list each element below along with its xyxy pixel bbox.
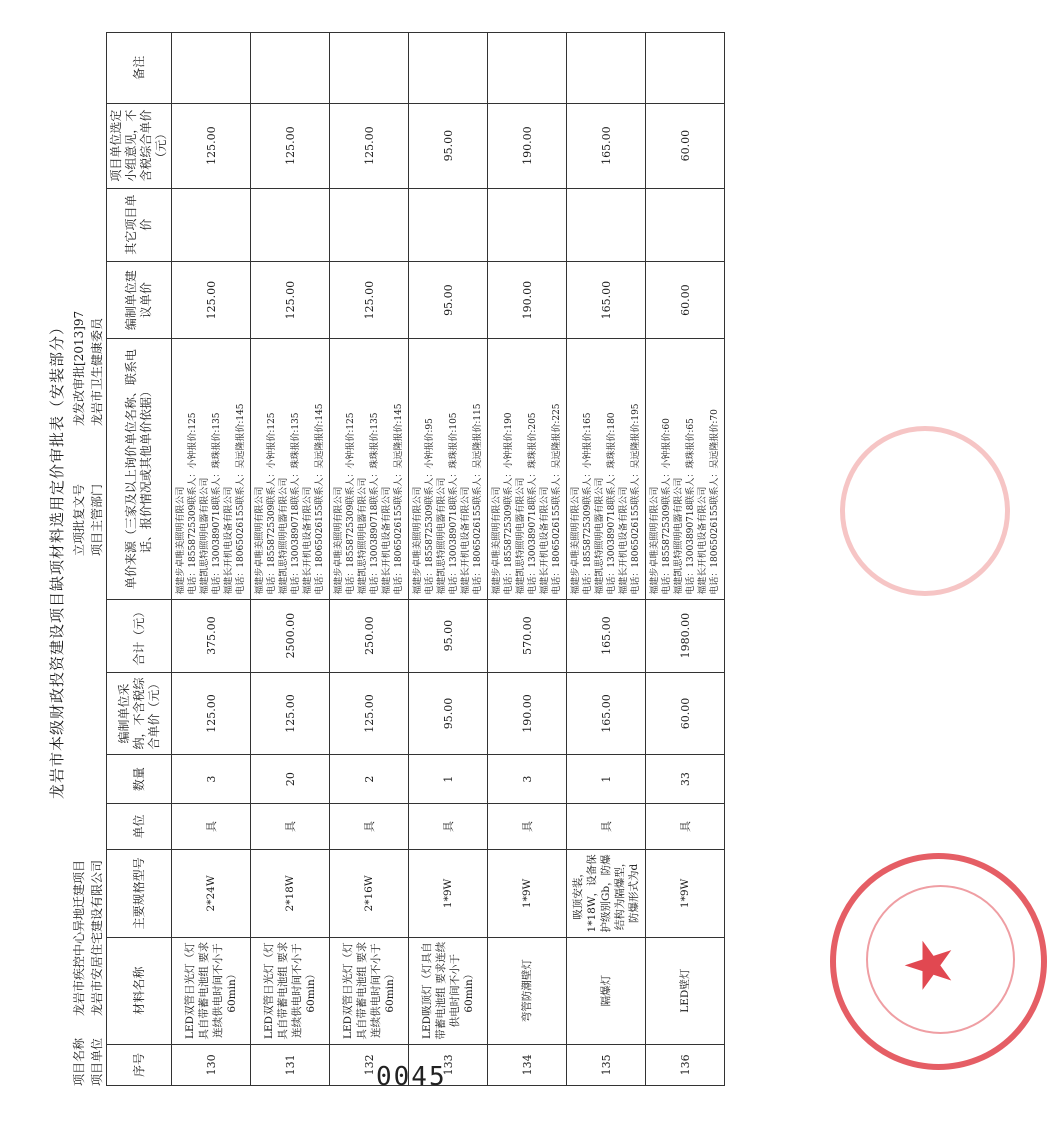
cell-total: 570.00	[488, 599, 567, 672]
cell-price: 165.00	[567, 672, 646, 755]
cell-recommend: 125.00	[330, 103, 409, 188]
source-line: 福建凯思特照明电器有限公司	[595, 477, 605, 595]
cell-recommend: 190.00	[488, 103, 567, 188]
cell-seq: 136	[646, 1044, 725, 1085]
source-line: 电话：18065026155联系人：吴远隆报价:145	[315, 403, 325, 595]
cell-price: 125.00	[330, 672, 409, 755]
cell-qty: 2	[330, 755, 409, 804]
header-total: 合计（元）	[107, 599, 172, 672]
cell-other-price	[646, 188, 725, 261]
source-line: 福建步卓唯美照明有限公司	[650, 486, 660, 595]
company-seal	[830, 853, 1047, 1070]
cell-spec: 吸顶安装，1*18W，设备保护级别Gb，防爆结构为隔爆型，防爆形式为d	[567, 850, 646, 938]
cell-seq: 130	[172, 1044, 251, 1085]
source-line: 电话：18558725309联系人：小钟报价:125	[267, 412, 277, 595]
cell-source	[567, 339, 646, 599]
table-row	[409, 33, 488, 1086]
cell-source	[646, 339, 725, 599]
cell-material: LED吸顶灯（灯具自带蓄电池组 要求连续供电时间不小于60min）	[409, 937, 488, 1044]
cell-seq: 134	[488, 1044, 567, 1085]
source-line: 电话：13003890718联系人：珠珠报价:205	[528, 412, 538, 595]
cell-budget-price: 95.00	[409, 261, 488, 339]
cell-spec: 1*9W	[488, 850, 567, 938]
cell-price: 190.00	[488, 672, 567, 755]
cell-qty: 20	[251, 755, 330, 804]
cell-spec: 1*9W	[409, 850, 488, 938]
cell-budget-price: 165.00	[567, 261, 646, 339]
source-line: 福建步卓唯美照明有限公司	[492, 486, 502, 595]
approval-no: 龙发改审批[2013]97	[72, 310, 86, 426]
cell-budget-price: 60.00	[646, 261, 725, 339]
source-line: 电话：18065026155联系人：吴远隆报价:225	[552, 403, 562, 595]
cell-price: 125.00	[172, 672, 251, 755]
source-line: 电话：13003890718联系人：珠珠报价:135	[370, 412, 380, 595]
source-line: 电话：18558725309联系人：小钟报价:60	[662, 418, 672, 595]
cell-unit: 具	[409, 803, 488, 849]
cell-note	[567, 33, 646, 104]
table-row	[567, 33, 646, 1086]
form-title: 龙岩市本级财政投资建设项目缺项材料选用定价审批表（安装部分）	[48, 319, 66, 800]
cell-source	[330, 339, 409, 599]
header-spec: 主要规格型号	[107, 850, 172, 938]
cell-material: 弯管防潮壁灯	[488, 937, 567, 1044]
source-line: 电话：13003890718联系人：珠珠报价:180	[607, 412, 617, 595]
header-qty: 数量	[107, 755, 172, 804]
cell-unit: 具	[488, 803, 567, 849]
cell-budget-price: 125.00	[330, 261, 409, 339]
cell-total: 1980.00	[646, 599, 725, 672]
cell-source	[409, 339, 488, 599]
cell-note	[172, 33, 251, 104]
cell-note	[488, 33, 567, 104]
source-line: 电话：13003890718联系人：珠珠报价:135	[212, 412, 222, 595]
source-line: 福建步卓唯美照明有限公司	[255, 486, 265, 595]
cell-unit: 具	[251, 803, 330, 849]
project-unit: 龙岩市安居住宅建设有限公司	[90, 859, 104, 1016]
cell-total: 250.00	[330, 599, 409, 672]
materials-table	[106, 32, 725, 1086]
cell-other-price	[330, 188, 409, 261]
cell-other-price	[567, 188, 646, 261]
cell-qty: 3	[488, 755, 567, 804]
cell-qty: 3	[172, 755, 251, 804]
source-line: 电话：13003890718联系人：珠珠报价:105	[449, 412, 459, 595]
source-line: 福建凯思特照明电器有限公司	[674, 477, 684, 595]
cell-spec: 2*24W	[172, 850, 251, 938]
source-line: 福建长开机电设备有限公司	[540, 486, 550, 595]
dept: 龙岩市卫生健康委员	[90, 317, 104, 426]
table-row	[251, 33, 330, 1086]
cell-price: 60.00	[646, 672, 725, 755]
header-price: 编制单位采纳，不含税综合单价（元）	[107, 672, 172, 755]
source-line: 电话：18065026155联系人：吴远隆报价:70	[710, 409, 720, 595]
header-seq: 序号	[107, 1044, 172, 1085]
cell-material: LED壁灯	[646, 937, 725, 1044]
source-line: 福建凯思特照明电器有限公司	[200, 477, 210, 595]
cell-seq: 131	[251, 1044, 330, 1085]
cell-material: LED双管日光灯（灯具自带蓄电池组 要求连续供电时间不小于60min）	[251, 937, 330, 1044]
table-row	[488, 33, 567, 1086]
table-row	[646, 33, 725, 1086]
source-line: 福建长开机电设备有限公司	[461, 486, 471, 595]
source-line: 福建长开机电设备有限公司	[303, 486, 313, 595]
source-line: 电话：18065026155联系人：吴远隆报价:115	[473, 403, 483, 595]
cell-other-price	[251, 188, 330, 261]
header-recommend: 项目单位选定小组意见，不含税综合单价（元）	[107, 103, 172, 188]
cell-budget-price: 125.00	[172, 261, 251, 339]
cell-budget-price: 190.00	[488, 261, 567, 339]
cell-unit: 具	[330, 803, 409, 849]
source-line: 福建长开机电设备有限公司	[382, 486, 392, 595]
cell-price: 95.00	[409, 672, 488, 755]
cell-spec: 1*9W	[646, 850, 725, 938]
header-unit: 单位	[107, 803, 172, 849]
cell-other-price	[409, 188, 488, 261]
table-header-row	[107, 33, 172, 1086]
cell-total: 165.00	[567, 599, 646, 672]
cell-unit: 具	[567, 803, 646, 849]
source-line: 电话：18558725309联系人：小钟报价:125	[346, 412, 356, 595]
cell-qty: 1	[567, 755, 646, 804]
cell-price: 125.00	[251, 672, 330, 755]
cell-seq: 135	[567, 1044, 646, 1085]
source-line: 电话：18065026155联系人：吴远隆报价:145	[394, 403, 404, 595]
source-line: 福建凯思特照明电器有限公司	[358, 477, 368, 595]
cell-recommend: 60.00	[646, 103, 725, 188]
cell-source	[251, 339, 330, 599]
cell-spec: 2*18W	[251, 850, 330, 938]
header-budget-price: 编制单位建议单价	[107, 261, 172, 339]
source-line: 电话：18065026155联系人：吴远隆报价:145	[236, 403, 246, 595]
source-line: 福建长开机电设备有限公司	[619, 486, 629, 595]
source-line: 福建步卓唯美照明有限公司	[176, 486, 186, 595]
source-line: 电话：13003890718联系人：珠珠报价:65	[686, 418, 696, 595]
source-line: 福建凯思特照明电器有限公司	[437, 477, 447, 595]
cell-budget-price: 125.00	[251, 261, 330, 339]
project-unit-label: 项目单位	[90, 1037, 104, 1086]
dept-label: 项目主管部门	[90, 483, 104, 556]
project-name: 龙岩市疾控中心异地迁建项目	[72, 859, 86, 1016]
source-line: 福建凯思特照明电器有限公司	[279, 477, 289, 595]
source-line: 电话：18558725309联系人：小钟报价:190	[504, 412, 514, 595]
cell-unit: 具	[646, 803, 725, 849]
seal-star-icon: ★	[893, 936, 967, 994]
cell-recommend: 95.00	[409, 103, 488, 188]
cell-total: 95.00	[409, 599, 488, 672]
cell-material: 隔爆灯	[567, 937, 646, 1044]
cell-spec: 2*16W	[330, 850, 409, 938]
project-name-label: 项目名称	[72, 1037, 86, 1086]
cell-material: LED双管日光灯（灯具自带蓄电池组 要求连续供电时间不小于60min）	[330, 937, 409, 1044]
cell-note	[251, 33, 330, 104]
cell-recommend: 125.00	[172, 103, 251, 188]
source-line: 福建长开机电设备有限公司	[224, 486, 234, 595]
cell-source	[172, 339, 251, 599]
header-source: 单价来源（三家及以上询价单位名称、联系电话、报价情况或其他单价依据）	[107, 339, 172, 599]
cell-recommend: 125.00	[251, 103, 330, 188]
faint-seal	[840, 426, 1010, 596]
cell-total: 2500.00	[251, 599, 330, 672]
cell-other-price	[488, 188, 567, 261]
cell-note	[646, 33, 725, 104]
header-note: 备注	[107, 33, 172, 104]
cell-source	[488, 339, 567, 599]
cell-total: 375.00	[172, 599, 251, 672]
approval-form	[40, 32, 967, 1086]
cell-recommend: 165.00	[567, 103, 646, 188]
source-line: 电话：13003890718联系人：珠珠报价:135	[291, 412, 301, 595]
cell-material: LED双管日光灯（灯具自带蓄电池组 要求连续供电时间不小于60min）	[172, 937, 251, 1044]
page-number: 0045	[376, 1062, 447, 1092]
source-line: 福建步卓唯美照明有限公司	[571, 486, 581, 595]
table-row	[330, 33, 409, 1086]
header-other-price: 其它项目单价	[107, 188, 172, 261]
cell-qty: 33	[646, 755, 725, 804]
source-line: 福建长开机电设备有限公司	[698, 486, 708, 595]
cell-note	[330, 33, 409, 104]
source-line: 福建凯思特照明电器有限公司	[516, 477, 526, 595]
table-row	[172, 33, 251, 1086]
source-line: 福建步卓唯美照明有限公司	[334, 486, 344, 595]
cell-note	[409, 33, 488, 104]
source-line: 电话：18558725309联系人：小钟报价:95	[425, 418, 435, 595]
approval-no-label: 立项批复文号	[72, 483, 86, 556]
source-line: 福建步卓唯美照明有限公司	[413, 486, 423, 595]
cell-other-price	[172, 188, 251, 261]
cell-seq: 133	[409, 1044, 488, 1085]
source-line: 电话：18558725309联系人：小钟报价:125	[188, 412, 198, 595]
cell-qty: 1	[409, 755, 488, 804]
source-line: 电话：18558725309联系人：小钟报价:165	[583, 412, 593, 595]
cell-unit: 具	[172, 803, 251, 849]
cell-seq: 132	[330, 1044, 409, 1085]
source-line: 电话：18065026155联系人：吴远隆报价:195	[631, 403, 641, 595]
header-material: 材料名称	[107, 937, 172, 1044]
